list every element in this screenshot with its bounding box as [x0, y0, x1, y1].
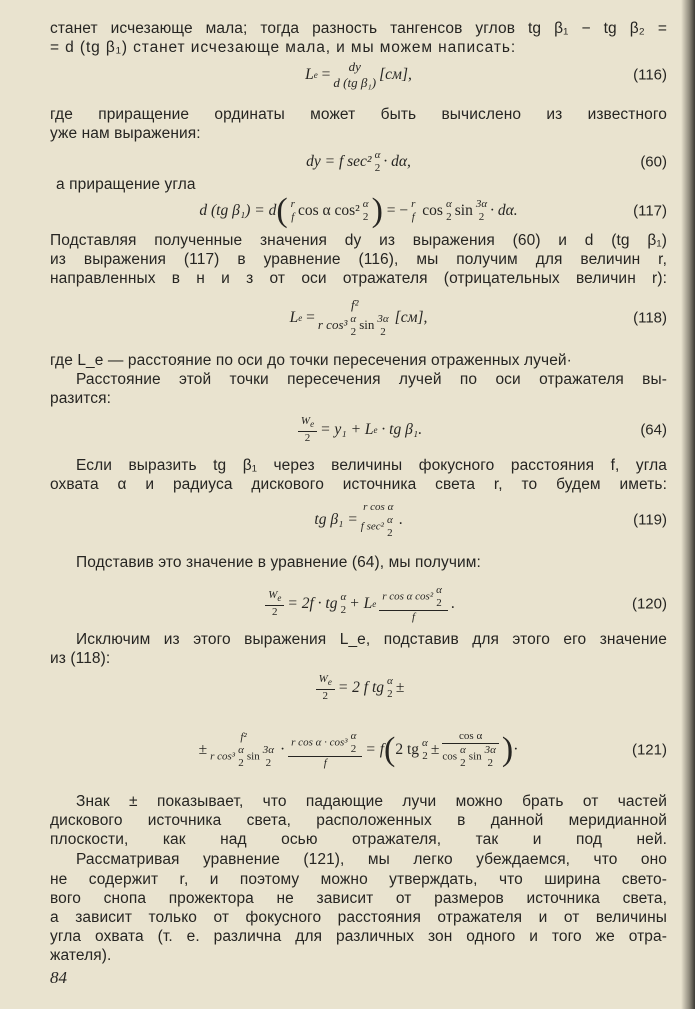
text-line: Исключим из этого выражения L_e, подставив для этого его значение: [76, 631, 667, 648]
text-line: разится:: [50, 390, 112, 407]
text-line: уже нам выражения:: [50, 125, 201, 142]
text-line: а зависит только от фокусного расстояния отражателя и от величины: [50, 909, 667, 926]
text-line: Рассматривая уравнение (121), мы легко убеждаемся, что оно: [76, 851, 667, 868]
equation-121-line2: ± f² r cos³ α 2 sin 3α 2 · r cos α · cos³ α 2 f = f ( 2 tg α 2 ± cos α cos α 2 sin 3α 2 ) · (121): [198, 730, 667, 769]
text-line: станет исчезающе мала; тогда разность тангенсов углов tg β₁ − tg β₂ =: [50, 20, 667, 37]
equation-116: L e = dy d (tg β₁) [см], (116): [305, 59, 667, 90]
text-line: где приращение ординаты может быть вычислено из известного: [50, 106, 667, 123]
equation-60: dy = f sec² α 2 · dα, (60): [306, 149, 667, 174]
text-line: жателя).: [50, 947, 112, 964]
equation-64: $\frac{W_e}{2}$ = y₁ + L e · tg β₁. (64): [50, 410, 667, 450]
text-line: = d (tg β₁) станет исчезающе мала, и мы можем написать:: [50, 39, 517, 56]
text-line: Подставляя полученные значения dy из выражения (60) и d (tg β₁): [50, 232, 667, 249]
equation-117: d (tg β₁) = d ( r f cos α cos² α 2 ) = − r f cos α 2 sin 3α 2 · dα. (117): [199, 192, 667, 229]
equation-121-line1: $\frac{W_e}{2}$ = 2 f tg α 2 ±: [50, 670, 667, 706]
text-line: не содержит r, и поэтому можно утверждать, что ширина свето-: [50, 871, 667, 888]
text-line: а приращение угла: [56, 176, 196, 193]
text-line: где L_e — расстояние по оси до точки пересечения отраженных лучей·: [50, 352, 572, 369]
text-line: Подставив это значение в уравнение (64), мы получим:: [76, 554, 481, 571]
equation-118: L e = f² r cos³ α 2 sin 3α 2 [см], (118): [289, 297, 667, 338]
text-line: дискового источника света, расположенных в данной меридианной: [50, 812, 667, 829]
equation-119: tg β₁ = r cos α f sec² α 2 . (119): [314, 500, 667, 539]
text-line: направленных в н и з от оси отражателя (отрицательных величин r):: [50, 270, 667, 287]
text-line: охвата α и радиуса дискового источника света r, то будем иметь:: [50, 476, 667, 493]
text-line: угла охвата (т. е. различна для различных зон одного и того же отра-: [50, 928, 667, 945]
text-line: Знак ± показывает, что падающие лучи можно брать от частей: [76, 793, 667, 810]
page-number: 84: [50, 968, 67, 987]
text-line: из выражения (117) в уравнение (116), мы получим для величин r,: [50, 251, 667, 268]
equation-120: $\frac{W_e}{2}$ = 2f · tg α 2 + L e r cos α cos² α 2 f . (120): [50, 584, 667, 624]
text-line: вого снопа прожектора не зависит от размеров источника света,: [50, 890, 667, 907]
text-line: плоскости, как над осью отражателя, так и под ней.: [50, 831, 667, 848]
text-line: Если выразить tg β₁ через величины фокусного расстояния f, угла: [76, 457, 667, 474]
page-edge-shadow: [681, 0, 695, 1009]
text-line: Расстояние этой точки пересечения лучей по оси отражателя вы-: [76, 371, 667, 388]
text-line: из (118):: [50, 650, 111, 667]
